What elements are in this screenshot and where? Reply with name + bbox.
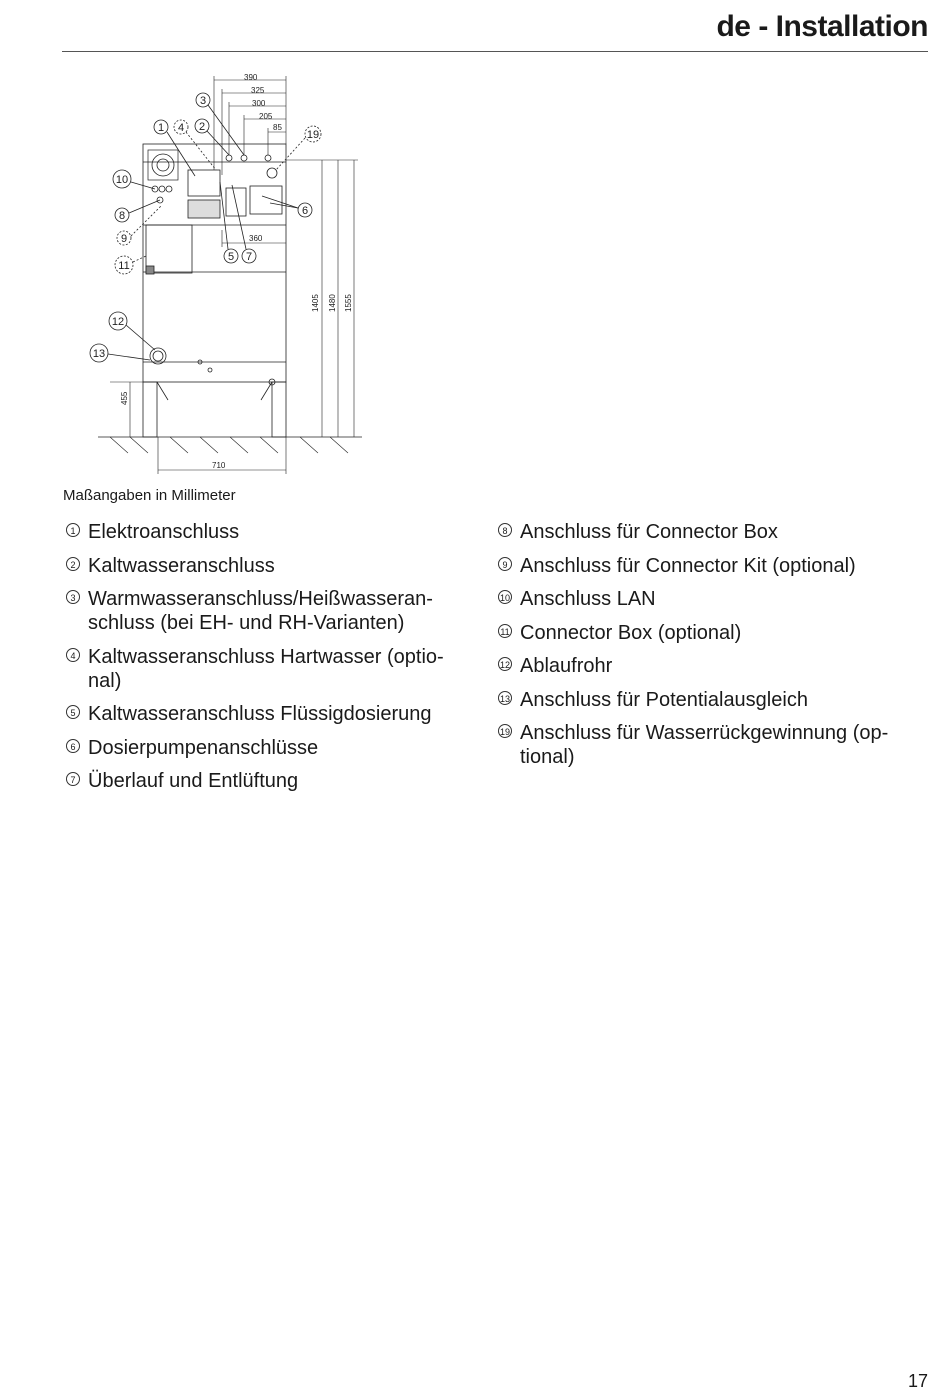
svg-text:9: 9 xyxy=(120,233,128,245)
svg-text:5: 5 xyxy=(227,251,235,263)
callout-11 xyxy=(115,256,146,274)
legend-item xyxy=(498,621,928,645)
legend-number: 5 xyxy=(66,705,80,719)
legend-text: Ablaufrohr xyxy=(520,655,613,677)
legend-item xyxy=(66,554,466,578)
legend-item xyxy=(66,645,466,693)
callout-8 xyxy=(115,200,160,222)
dimension-top-5: 85 xyxy=(273,123,282,132)
legend-text: Anschluss für Wasserrückgewinnung (op- tional) xyxy=(520,722,889,768)
legend-number: 3 xyxy=(66,590,80,604)
page-header-title: de - Installation xyxy=(716,10,928,43)
legend-item xyxy=(498,520,928,544)
legend-item xyxy=(66,520,466,544)
legend-number: 9 xyxy=(498,557,512,571)
figure-caption: Maßangaben in Millimeter xyxy=(63,487,236,504)
callout-10 xyxy=(113,170,155,189)
legend-number: 19 xyxy=(498,724,512,738)
legend-text: Überlauf und Entlüftung xyxy=(88,770,299,792)
svg-text:3: 3 xyxy=(199,95,207,107)
svg-text:4: 4 xyxy=(177,122,185,134)
dimension-top-1: 390 xyxy=(244,73,258,82)
legend-list-left xyxy=(66,520,466,803)
svg-text:1: 1 xyxy=(157,122,165,134)
callout-2 xyxy=(195,119,229,155)
legend-number: 8 xyxy=(498,523,512,537)
dimension-foot-height: 455 xyxy=(120,391,129,405)
dimension-height-1: 1405 xyxy=(311,294,320,312)
legend-number: 1 xyxy=(66,523,80,537)
legend-item xyxy=(498,587,928,611)
legend-text: Kaltwasseranschluss Hartwasser (optio- nal) xyxy=(88,645,444,692)
dimension-inner-width: 360 xyxy=(249,234,263,243)
dimension-top-3: 300 xyxy=(252,99,266,108)
callout-1 xyxy=(154,120,195,176)
legend-list-right xyxy=(498,520,928,779)
legend-number: 7 xyxy=(66,772,80,786)
height-dimension-lines xyxy=(110,160,358,474)
legend-item xyxy=(498,554,928,578)
dimension-total-width: 710 xyxy=(212,461,226,470)
installation-dimension-drawing xyxy=(60,60,400,480)
svg-text:7: 7 xyxy=(245,251,253,263)
callout-5 xyxy=(220,182,238,263)
legend-text: Connector Box (optional) xyxy=(520,621,742,644)
svg-text:2: 2 xyxy=(198,121,206,133)
legend-item xyxy=(66,736,466,760)
svg-text:19: 19 xyxy=(306,129,320,141)
legend-number: 6 xyxy=(66,739,80,753)
ground-line xyxy=(98,437,362,453)
header-divider xyxy=(62,51,928,52)
legend-item xyxy=(498,688,928,712)
callout-7 xyxy=(232,185,256,263)
legend-number: 10 xyxy=(498,590,512,604)
svg-text:6: 6 xyxy=(301,205,309,217)
legend-item xyxy=(498,654,928,678)
legend-text: Anschluss für Connector Box xyxy=(520,521,778,543)
legend-number: 11 xyxy=(498,624,512,638)
callout-13 xyxy=(90,344,150,362)
legend-number: 13 xyxy=(498,691,512,705)
legend-item xyxy=(66,587,466,635)
legend-number: 4 xyxy=(66,648,80,662)
callout-12 xyxy=(109,312,155,350)
legend-item xyxy=(498,721,928,769)
page-number: 17 xyxy=(907,1371,928,1391)
legend-text: Anschluss für Connector Kit (optional) xyxy=(520,554,856,577)
svg-text:11: 11 xyxy=(118,260,130,272)
dimension-top-2: 325 xyxy=(251,86,265,95)
svg-text:13: 13 xyxy=(92,348,106,360)
callout-19 xyxy=(276,126,321,170)
legend-text: Warmwasseranschluss/Heißwasseran- schluss (bei EH- und RH-Varianten) xyxy=(88,588,433,634)
dimension-height-3: 1555 xyxy=(344,294,353,312)
legend-text: Kaltwasseranschluss Flüssigdosierung xyxy=(88,703,432,725)
legend-text: Anschluss für Potentialausgleich xyxy=(520,688,808,711)
legend-text: Dosierpumpenanschlüsse xyxy=(88,736,319,759)
legend-text: Anschluss LAN xyxy=(520,588,656,610)
legend-text: Elektroanschluss xyxy=(88,521,240,543)
dimension-top-4: 205 xyxy=(259,112,273,121)
legend-item xyxy=(66,702,466,726)
legend-number: 12 xyxy=(498,657,512,671)
legend-item xyxy=(66,769,466,793)
machine-body xyxy=(143,144,286,437)
svg-text:12: 12 xyxy=(111,316,125,328)
dimension-height-2: 1480 xyxy=(328,294,337,312)
legend-text: Kaltwasseranschluss xyxy=(88,554,275,577)
svg-text:10: 10 xyxy=(115,174,129,186)
legend-number: 2 xyxy=(66,557,80,571)
svg-text:8: 8 xyxy=(118,210,126,222)
